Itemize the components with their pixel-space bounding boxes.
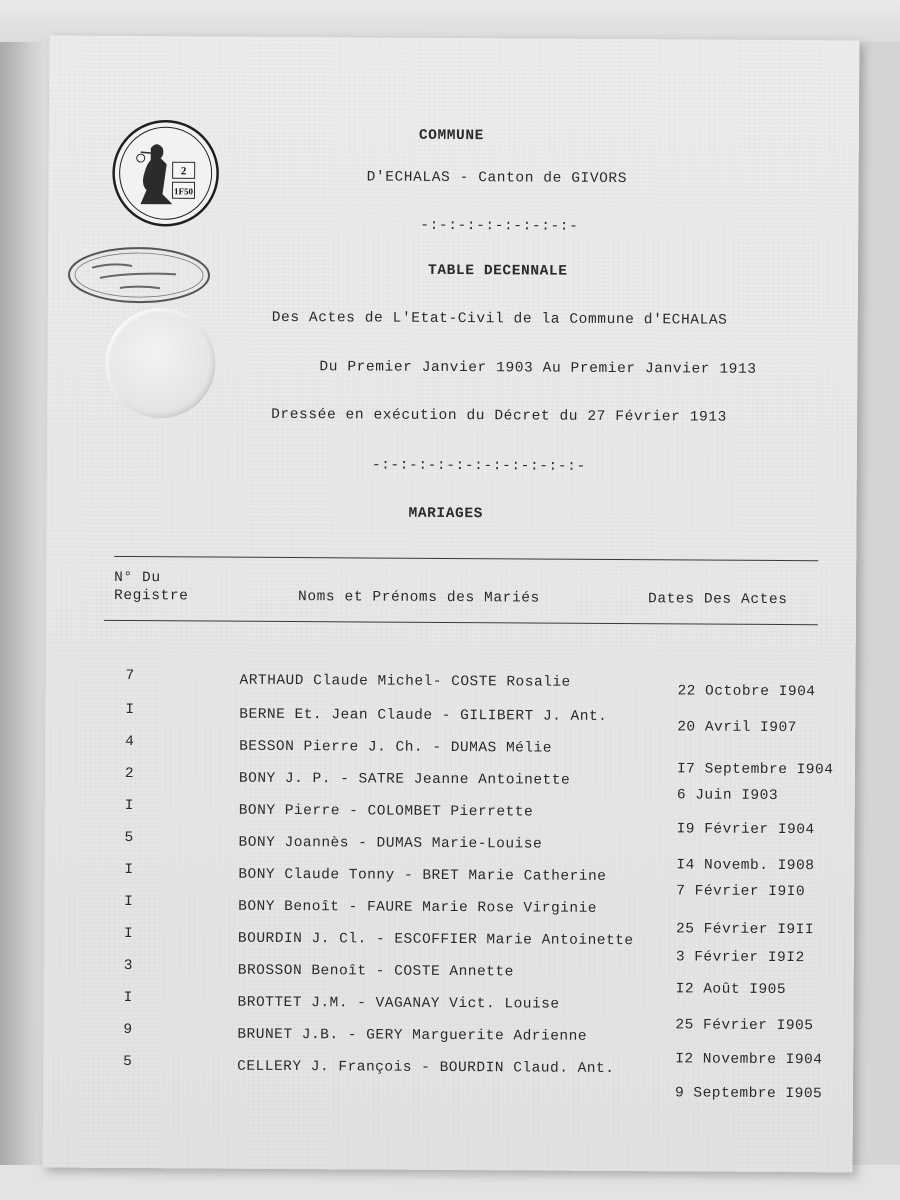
register-number: 2 bbox=[124, 766, 135, 783]
act-date: I7 Septembre I904 bbox=[676, 761, 834, 779]
register-number: I bbox=[123, 926, 134, 943]
commune-heading: COMMUNE bbox=[418, 127, 485, 145]
section-heading: MARIAGES bbox=[408, 505, 484, 523]
column-header-number: Registre bbox=[113, 587, 189, 605]
svg-text:1F50: 1F50 bbox=[173, 186, 194, 197]
spouses-names: BRUNET J.B. - GERY Marguerite Adrienne bbox=[237, 1026, 588, 1045]
act-date: I4 Novemb. I908 bbox=[676, 857, 815, 875]
act-date: 25 Février I905 bbox=[675, 1017, 814, 1035]
spouses-names: BOURDIN J. Cl. - ESCOFFIER Marie Antoinette bbox=[237, 930, 634, 950]
register-number: 7 bbox=[125, 668, 135, 685]
period-line: Du Premier Janvier 1903 Au Premier Janvier 1913 bbox=[319, 359, 757, 378]
spouses-names: ARTHAUD Claude Michel- COSTE Rosalie bbox=[239, 672, 571, 691]
spouses-names: BROSSON Benoît - COSTE Annette bbox=[237, 962, 514, 981]
act-date: I2 Août I905 bbox=[675, 981, 787, 999]
separator-line: -:-:-:-:-:-:-:-:-:-:-:- bbox=[371, 457, 586, 475]
act-date: 3 Février I9I2 bbox=[675, 949, 805, 967]
svg-text:2: 2 bbox=[180, 165, 187, 178]
document-page bbox=[43, 36, 860, 1173]
act-date: I2 Novembre I904 bbox=[675, 1051, 823, 1069]
register-number: 5 bbox=[123, 1054, 133, 1071]
spouses-names: BESSON Pierre J. Ch. - DUMAS Mélie bbox=[239, 738, 553, 757]
register-number: 5 bbox=[124, 830, 134, 847]
spouses-names: BONY Pierre - COLOMBET Pierrette bbox=[238, 802, 534, 821]
document-subtitle: Des Actes de L'Etat-Civil de la Commune d'ECHALAS bbox=[271, 309, 728, 329]
spouses-names: BONY J. P. - SATRE Jeanne Antoinette bbox=[238, 770, 571, 789]
act-date: 9 Septembre I905 bbox=[674, 1085, 823, 1103]
location-heading: D'ECHALAS - Canton de GIVORS bbox=[366, 169, 628, 188]
act-date: 25 Février I9II bbox=[675, 921, 815, 939]
column-header-dates: Dates Des Actes bbox=[647, 591, 788, 609]
act-date: 22 Octobre I904 bbox=[677, 683, 816, 701]
act-date: I9 Février I904 bbox=[676, 821, 815, 839]
act-date: 6 Juin I903 bbox=[676, 787, 779, 805]
column-header-names: Noms et Prénoms des Mariés bbox=[297, 589, 540, 607]
act-date: 20 Avril I907 bbox=[677, 719, 797, 737]
column-header-number: N° Du bbox=[114, 569, 161, 587]
register-number: 9 bbox=[123, 1022, 133, 1039]
register-number: I bbox=[125, 702, 135, 719]
spouses-names: BONY Benoît - FAURE Marie Rose Virginie bbox=[238, 898, 598, 917]
act-date: 7 Février I9I0 bbox=[676, 883, 806, 901]
spouses-names: BROTTET J.M. - VAGANAY Vict. Louise bbox=[237, 994, 560, 1013]
marriage-entries bbox=[43, 36, 860, 1173]
register-number: I bbox=[124, 894, 134, 911]
register-number: I bbox=[123, 990, 133, 1007]
register-number: 4 bbox=[125, 734, 135, 751]
spouses-names: BONY Joannès - DUMAS Marie-Louise bbox=[238, 834, 543, 853]
register-number: 3 bbox=[123, 958, 134, 975]
register-number: I bbox=[124, 862, 134, 879]
spouses-names: CELLERY J. François - BOURDIN Claud. Ant. bbox=[237, 1058, 615, 1078]
spouses-names: BONY Claude Tonny - BRET Marie Catherine bbox=[238, 866, 607, 885]
spouses-names: BERNE Et. Jean Claude - GILIBERT J. Ant. bbox=[239, 706, 608, 725]
table-title: TABLE DECENNALE bbox=[427, 262, 568, 280]
separator-line: -:-:-:-:-:-:-:-:- bbox=[420, 217, 579, 235]
decree-line: Dressée en exécution du Décret du 27 Février 1913 bbox=[271, 406, 727, 426]
register-number: I bbox=[124, 798, 135, 815]
